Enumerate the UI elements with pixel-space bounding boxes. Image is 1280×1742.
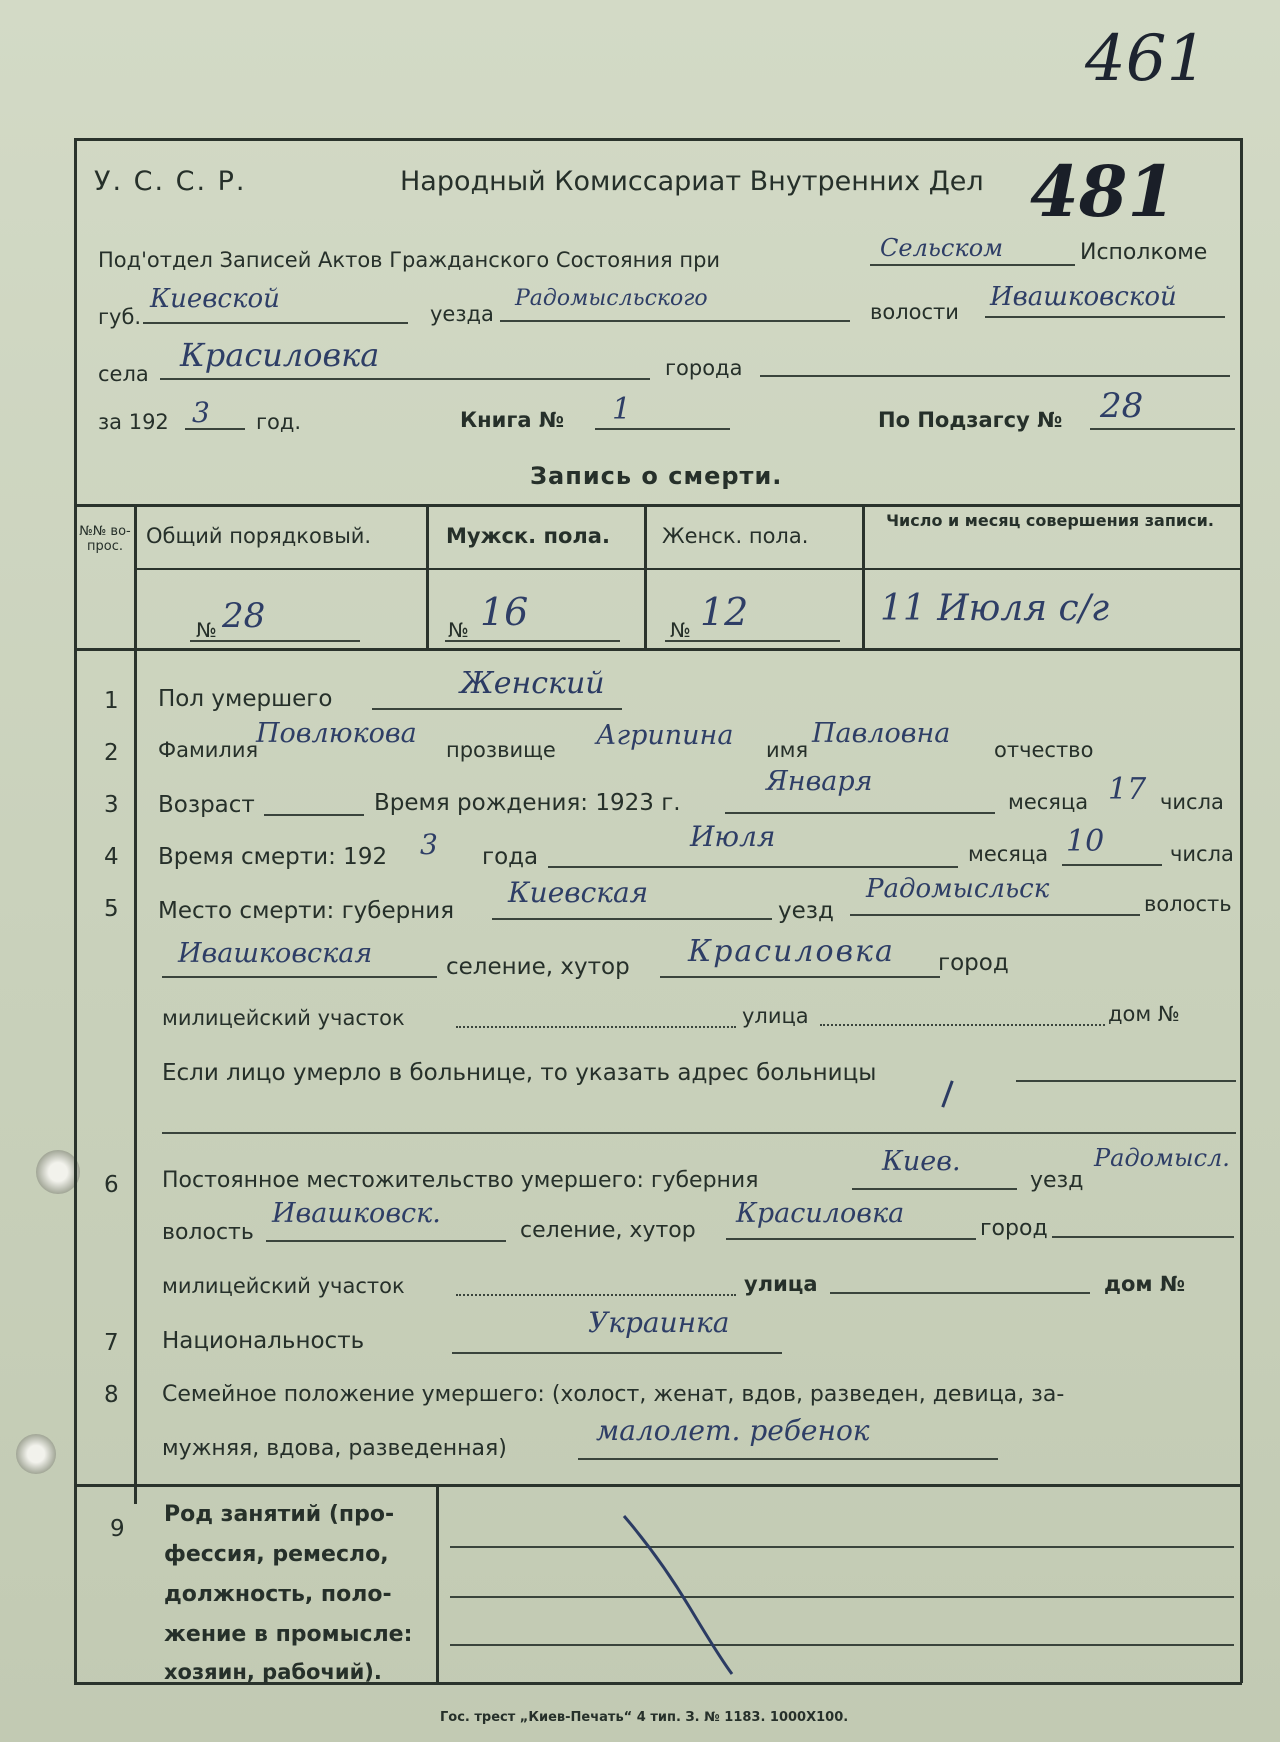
death-selo-label: селение, хутор: [446, 954, 630, 980]
residence-gorod-label: город: [980, 1216, 1048, 1241]
frame-right: [1240, 138, 1243, 1683]
residence-volost-value: Ивашковск.: [272, 1198, 441, 1229]
subdept-value: Сельском: [880, 234, 1004, 262]
death-day-label: числа: [1170, 842, 1234, 866]
table-head-bottom-line: [74, 648, 1242, 651]
subdept-post: Исполкоме: [1080, 240, 1208, 265]
general-value: 28: [222, 596, 266, 636]
volost-value: Ивашковской: [990, 282, 1177, 312]
residence-label: Постоянное местожительство умершего: губерния: [162, 1168, 759, 1193]
gub-value: Киевской: [150, 284, 280, 314]
residence-uezd-value: Радомысл.: [1094, 1144, 1230, 1172]
death-house-label: дом №: [1108, 1002, 1180, 1026]
birth-day-value: 17: [1108, 772, 1147, 807]
death-street-dots: [820, 1024, 1105, 1026]
death-street-label: улица: [742, 1004, 809, 1028]
ussr-label: У. С. С. Р.: [94, 166, 247, 197]
selo-value: Красиловка: [180, 336, 380, 374]
record-title: Запись о смерти.: [530, 462, 783, 490]
female-underline: [665, 640, 840, 642]
death-uezd-value: Радомысльск: [866, 874, 1050, 904]
death-time-label: Время смерти: 192: [158, 844, 388, 870]
nationality-underline: [452, 1352, 782, 1354]
row-number-3: 3: [104, 792, 119, 818]
col-female-divider: [862, 504, 865, 648]
general-no-prefix: №: [196, 618, 217, 642]
surname-value: Повлюкова: [256, 718, 417, 749]
death-police-label: милицейский участок: [162, 1006, 405, 1030]
row-number-6: 6: [104, 1172, 119, 1198]
marital-value: малолет. ребенок: [596, 1414, 870, 1447]
death-place-label: Место смерти: губерния: [158, 898, 455, 924]
god-label: год.: [256, 410, 302, 434]
year-label: за 192: [98, 410, 169, 434]
subdept-underline: [870, 264, 1075, 266]
sex-label: Пол умершего: [158, 686, 333, 712]
surname-label: Фамилия: [158, 738, 259, 762]
uezd-value: Радомысльского: [515, 286, 708, 311]
row-number-2: 2: [104, 740, 119, 766]
stamp-number: 481: [1030, 150, 1177, 233]
death-gorod-label: город: [938, 950, 1009, 976]
death-volost-label: волость: [1144, 892, 1232, 916]
occupation-underline-1: [450, 1546, 1234, 1548]
col-general-divider: [426, 504, 429, 648]
name-label: имя: [766, 738, 809, 762]
death-year-value: 3: [420, 828, 438, 861]
patronymic-value: Павловна: [812, 718, 951, 749]
volost-underline: [985, 316, 1225, 318]
col-female-header: Женск. пола.: [662, 524, 809, 548]
death-police-dots: [456, 1026, 736, 1028]
death-uezd-underline: [850, 914, 1140, 916]
male-no-prefix: №: [448, 618, 469, 642]
col-nn-divider: [134, 504, 137, 1504]
death-day-underline: [1062, 864, 1162, 866]
nationality-value: Украинка: [588, 1306, 730, 1339]
sex-underline: [372, 708, 622, 710]
death-day-value: 10: [1066, 824, 1105, 859]
gorod-underline: [760, 375, 1230, 377]
volost-label: волости: [870, 300, 959, 324]
female-no-prefix: №: [670, 618, 691, 642]
selo-underline: [160, 378, 650, 380]
table-top-line: [74, 504, 1242, 507]
residence-volost-underline: [266, 1240, 506, 1242]
frame-left: [74, 138, 77, 1683]
residence-street-underline: [830, 1292, 1090, 1294]
birth-month-label: месяца: [1008, 790, 1089, 814]
death-volost-underline: [162, 976, 437, 978]
row-number-1: 1: [104, 688, 119, 714]
death-year-label: года: [482, 844, 539, 870]
death-selo-value: Красиловка: [688, 934, 895, 969]
year-underline: [185, 428, 245, 430]
dash-mark: [941, 1080, 953, 1107]
occupation-line-1: Род занятий (про-: [164, 1502, 395, 1527]
residence-uezd-label: уезд: [1030, 1168, 1084, 1193]
general-underline: [190, 640, 360, 642]
occupation-underline-3: [450, 1644, 1234, 1646]
residence-selo-label: селение, хутор: [520, 1218, 696, 1243]
col-male-divider: [644, 504, 647, 648]
birth-month-value: Января: [766, 766, 873, 797]
row-number-7: 7: [104, 1330, 119, 1356]
sex-value: Женский: [460, 666, 605, 701]
death-month-underline: [548, 866, 958, 868]
death-month-value: Июля: [690, 820, 776, 853]
hospital-label: Если лицо умерло в больнице, то указать адрес больницы: [162, 1060, 877, 1086]
occupation-line-5: хозяин, рабочий).: [164, 1660, 382, 1684]
age-underline: [264, 814, 364, 816]
table-head-mid-line: [134, 568, 1240, 570]
residence-police-label: милицейский участок: [162, 1274, 405, 1298]
punch-hole-lower: [16, 1434, 56, 1474]
residence-gub-underline: [852, 1188, 1017, 1190]
gub-underline: [143, 322, 408, 324]
occupation-line-2: фессия, ремесло,: [164, 1542, 389, 1567]
marital-label-1: Семейное положение умершего: (холост, женат, вдов, разведен, девица, за-: [162, 1382, 1065, 1407]
print-footer: Гос. трест „Киев-Печать“ 4 тип. З. № 1183. 1000Х100.: [440, 1710, 849, 1725]
year-digit: 3: [192, 396, 210, 429]
occupation-strike-mark: [620, 1508, 740, 1678]
death-month-label: месяца: [968, 842, 1049, 866]
hospital-underline-1: [1016, 1080, 1236, 1082]
residence-police-dots: [456, 1294, 736, 1296]
death-gub-value: Киевская: [508, 876, 649, 909]
archive-number: 461: [1085, 22, 1208, 96]
occupation-line-3: должность, поло-: [164, 1582, 392, 1607]
subdept-label: Под'отдел Записей Актов Гражданского Состояния при: [98, 248, 721, 272]
gorod-label: города: [665, 356, 743, 380]
col-nn-header: №№ во- прос.: [79, 524, 131, 554]
birth-label: Время рождения: 1923 г.: [374, 790, 681, 816]
residence-selo-value: Красиловка: [736, 1198, 905, 1229]
female-value: 12: [700, 590, 749, 634]
podzag-value: 28: [1100, 386, 1144, 426]
col-general-header: Общий порядковый.: [146, 524, 372, 548]
row-number-8: 8: [104, 1382, 119, 1408]
male-value: 16: [480, 590, 529, 634]
row-number-4: 4: [104, 844, 119, 870]
row9-divider: [436, 1484, 439, 1682]
death-gub-underline: [492, 918, 772, 920]
podzag-label: По Подзагсу №: [878, 408, 1063, 432]
birth-month-underline: [725, 812, 995, 814]
death-volost-value: Ивашковская: [178, 938, 373, 969]
row-number-5: 5: [104, 896, 119, 922]
kniga-value: 1: [612, 392, 632, 427]
death-selo-underline: [660, 976, 940, 978]
age-label: Возраст: [158, 792, 255, 818]
row9-top-line: [74, 1484, 1242, 1487]
residence-gub-value: Киев.: [882, 1146, 961, 1177]
patronymic-label: отчество: [994, 738, 1094, 762]
death-uezd-label: уезд: [778, 898, 834, 924]
occupation-underline-2: [450, 1596, 1234, 1598]
residence-street-label: улица: [744, 1272, 818, 1296]
podzag-underline: [1090, 428, 1235, 430]
gub-label: губ.: [98, 305, 142, 329]
nickname-label: прозвище: [446, 738, 556, 762]
hospital-underline-2: [162, 1132, 1236, 1134]
occupation-line-4: жение в промысле:: [164, 1622, 413, 1647]
male-underline: [445, 640, 620, 642]
ministry-title: Народный Комиссариат Внутренних Дел: [400, 166, 984, 197]
kniga-underline: [595, 428, 730, 430]
residence-selo-underline: [726, 1238, 976, 1240]
residence-house-label: дом №: [1104, 1272, 1186, 1296]
residence-gorod-underline: [1052, 1236, 1234, 1238]
uezd-underline: [500, 320, 850, 322]
frame-top: [74, 138, 1242, 141]
uezd-label: уезда: [430, 302, 494, 326]
date-value: 11 Июля с/г: [880, 588, 1110, 629]
residence-volost-label: волость: [162, 1220, 254, 1245]
nationality-label: Национальность: [162, 1328, 365, 1354]
name-value: Агрипина: [596, 720, 734, 751]
row-number-9: 9: [110, 1516, 125, 1542]
col-male-header: Мужск. пола.: [446, 524, 610, 548]
selo-label: села: [98, 362, 149, 386]
kniga-label: Книга №: [460, 408, 565, 432]
marital-underline: [578, 1458, 998, 1460]
col-date-header: Число и месяц совершения записи.: [886, 511, 1214, 530]
birth-day-label: числа: [1160, 790, 1224, 814]
marital-label-2: мужняя, вдова, разведенная): [162, 1436, 507, 1461]
